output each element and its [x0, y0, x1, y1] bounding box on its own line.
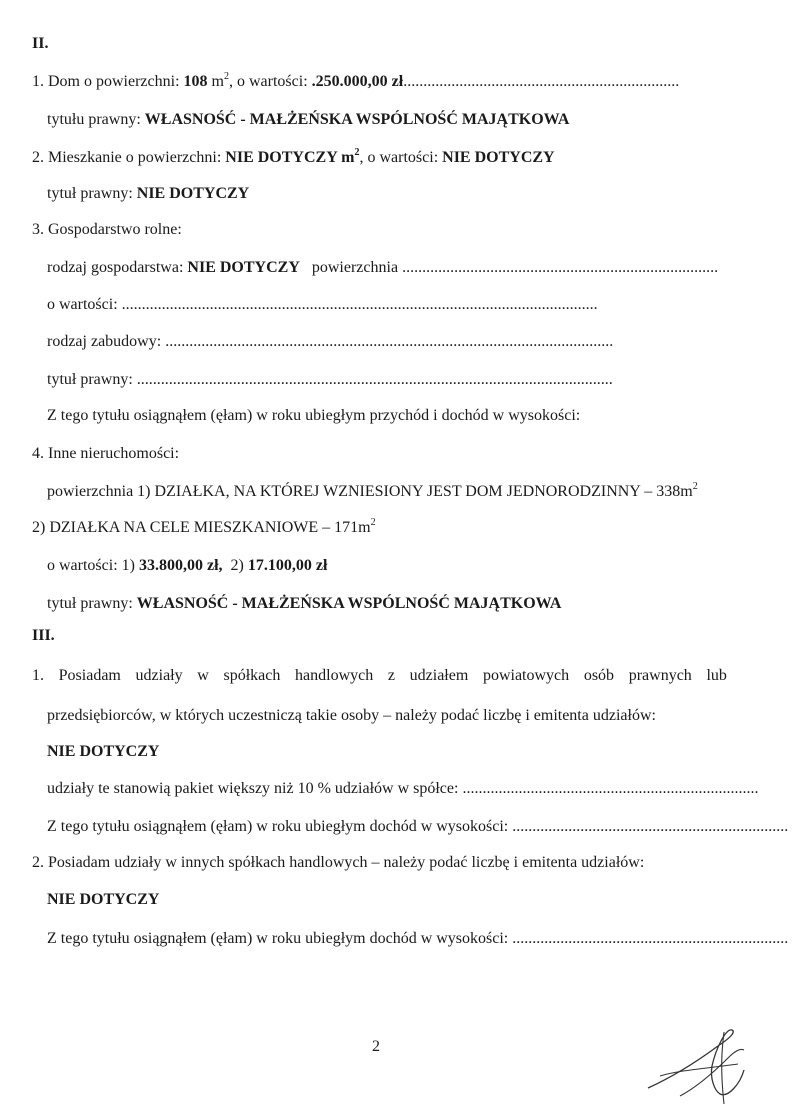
farm-building-label: rodzaj zabudowy: [47, 333, 162, 350]
shares-line-1-word: osób [583, 667, 615, 684]
house-unit-exp: 2 [223, 70, 229, 82]
shares-income-label: Z tego tytułu osiągnąłem (ęłam) w roku ubiegłym dochód w wysokości: [47, 818, 509, 835]
apartment-title-label: tytuł prawny: [47, 185, 133, 202]
shares-line-1 [32, 666, 727, 686]
shares-income-line [47, 817, 788, 837]
shares-line-1-word: Posiadam [58, 667, 121, 684]
other-shares-income-label: Z tego tytułu osiągnąłem (ęłam) w roku ubiegłym dochód w wysokości: [47, 930, 509, 947]
other-property-title-line [47, 594, 561, 614]
other-shares-income-line [47, 929, 788, 949]
other-property-area-line [47, 482, 698, 502]
other-property-title-value: WŁASNOŚĆ - MAŁŻEŃSKA WSPÓLNOŚĆ MAJĄTKOWA [136, 595, 562, 612]
other-property-plot2: 2) DZIAŁKA NA CELE MIESZKANIOWE – 171m [32, 519, 371, 536]
shares-line-1-word: spółkach [223, 667, 281, 684]
shares-pct-label: udziały te stanowią pakiet większy niż 10 % udziałów w spółce: [47, 780, 459, 797]
shares-pct-line [47, 779, 758, 799]
farm-building-dots: ................................................................................................................ [165, 333, 614, 350]
house-title-line [47, 110, 569, 130]
farm-title-line [47, 370, 613, 390]
apartment-value-label: , o wartości: [359, 149, 439, 166]
farm-area-dots: ............................................................................... [402, 259, 719, 276]
shares-line-1-word: udziały [135, 667, 183, 684]
shares-line-1-word: lub [706, 667, 727, 684]
apartment-label: 2. Mieszkanie o powierzchni: [32, 149, 222, 166]
page-number: 2 [372, 1038, 380, 1055]
apartment-value: NIE DOTYCZY [442, 149, 555, 166]
shares-income-dots: ..................................................................... [512, 818, 789, 835]
apartment-unit-exp: 2 [354, 146, 360, 158]
other-property-area: powierzchnia 1) DZIAŁKA, NA KTÓREJ WZNIESIONY JEST DOM JEDNORODZINNY – 338m [47, 483, 693, 500]
other-shares-income-dots: ..................................................................... [512, 930, 789, 947]
shares-answer: NIE DOTYCZY [47, 743, 160, 760]
house-dots: ..................................................................... [403, 73, 680, 90]
apartment-line [32, 148, 555, 168]
apartment-area: NIE DOTYCZY m [225, 149, 355, 166]
signature [640, 1018, 760, 1108]
other-property-title-label: tytuł prawny: [47, 595, 133, 612]
other-shares-answer: NIE DOTYCZY [47, 891, 160, 908]
other-shares-line: 2. Posiadam udziały w innych spółkach handlowych – należy podać liczbę i emitenta udziałów: [32, 854, 645, 871]
apartment-title-line [47, 184, 249, 204]
house-label: 1. Dom o powierzchni: [32, 73, 180, 90]
farm-value-dots: ....................................................................................................................... [121, 296, 598, 313]
shares-line-2: przedsiębiorców, w których uczestniczą takie osoby – należy podać liczbę i emitenta udziałów: [47, 707, 656, 724]
other-property-line2 [32, 518, 376, 538]
other-property-area-exp: 2 [692, 480, 698, 492]
farm-type-label: rodzaj gospodarstwa: [47, 259, 184, 276]
shares-line-1-word: handlowych [295, 667, 374, 684]
farm-title-dots: ....................................................................................................................... [136, 371, 613, 388]
farm-label: 3. Gospodarstwo rolne: [32, 221, 182, 238]
shares-line-1-word: udziałem [409, 667, 469, 684]
house-line [32, 72, 679, 92]
shares-line-1-word: z [387, 667, 395, 684]
section-iii-heading: III. [32, 627, 55, 644]
farm-building-line [47, 332, 613, 352]
house-value: .250.000,00 zł [311, 73, 404, 90]
house-title-label: tytułu prawny: [47, 111, 141, 128]
farm-area-label: powierzchnia [311, 259, 399, 276]
shares-line-1-word: powiatowych [482, 667, 570, 684]
other-property-value2: 17.100,00 zł [247, 557, 328, 574]
house-title-value: WŁASNOŚĆ - MAŁŻEŃSKA WSPÓLNOŚĆ MAJĄTKOWA [144, 111, 570, 128]
other-property-plot2-exp: 2 [370, 516, 376, 528]
house-value-label: , o wartości: [228, 73, 308, 90]
house-area: 108 [183, 73, 208, 90]
other-property-value1: 33.800,00 zł, [138, 557, 223, 574]
farm-type-value: NIE DOTYCZY [187, 259, 300, 276]
shares-line-1-word: w [197, 667, 209, 684]
shares-pct-dots: .......................................................................... [462, 780, 759, 797]
shares-line-1-word: 1. [32, 667, 44, 684]
other-property-value-mid: 2) [230, 557, 244, 574]
shares-line-1-word: prawnych [628, 667, 692, 684]
farm-title-label: tytuł prawny: [47, 371, 133, 388]
other-property-label: 4. Inne nieruchomości: [32, 445, 180, 462]
farm-value-line [47, 295, 598, 315]
apartment-title-value: NIE DOTYCZY [136, 185, 250, 202]
section-ii-heading: II. [32, 35, 49, 52]
farm-type-line [47, 258, 718, 278]
other-property-value-line [47, 556, 327, 576]
house-unit: m [211, 73, 224, 90]
farm-income-line: Z tego tytułu osiągnąłem (ęłam) w roku ubiegłym przychód i dochód w wysokości: [47, 407, 581, 424]
other-property-value-label: o wartości: 1) [47, 557, 135, 574]
farm-value-label: o wartości: [47, 296, 118, 313]
